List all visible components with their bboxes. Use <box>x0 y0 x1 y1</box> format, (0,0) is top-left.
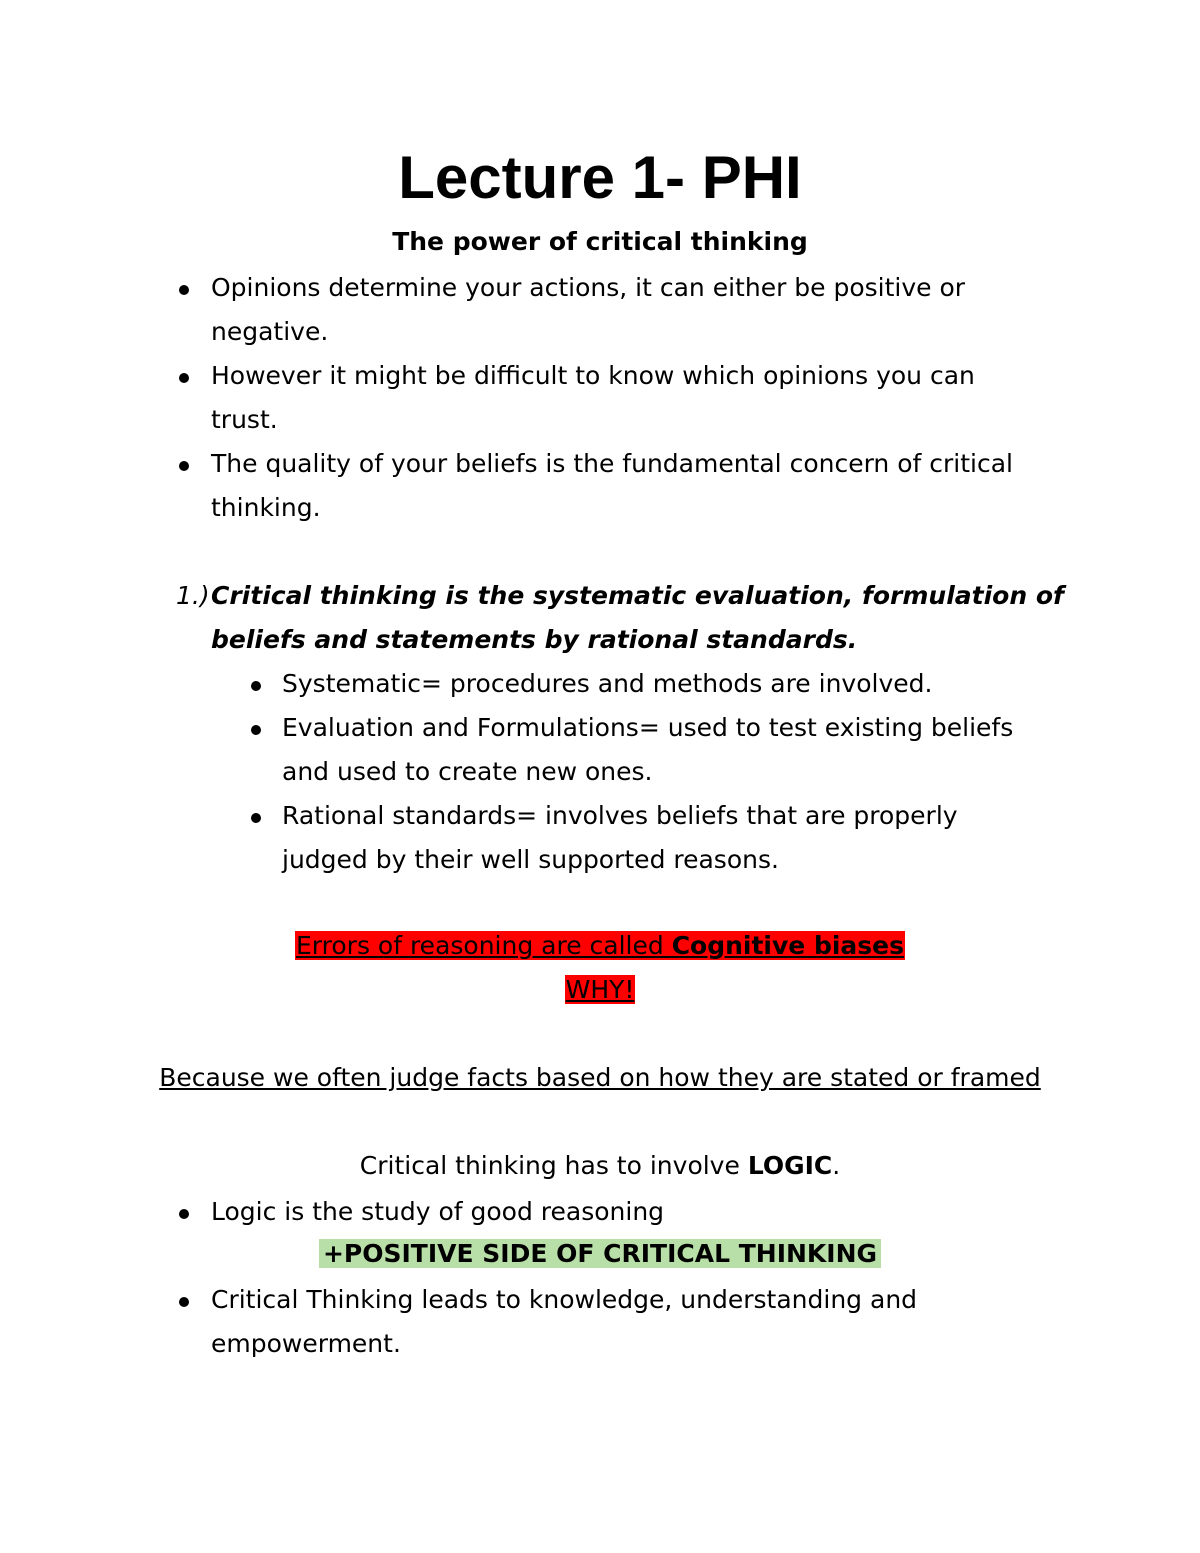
logic-bullet: Logic is the study of good reasoning <box>211 1197 665 1226</box>
definition-line: Critical thinking is the systematic evaluation, formulation of <box>211 581 1064 610</box>
sub-bullet-dot <box>251 681 261 691</box>
bullet-dot <box>179 1297 189 1307</box>
sub-bullet-dot <box>251 813 261 823</box>
bullet-line: thinking. <box>211 493 321 522</box>
errors-heading-text: Errors of reasoning are called <box>296 931 672 960</box>
bullet-line: trust. <box>211 405 278 434</box>
page-subtitle: The power of critical thinking <box>392 227 808 256</box>
bullet-line: However it might be difficult to know which opinions you can <box>211 361 975 390</box>
errors-heading-bold: Cognitive biases <box>671 931 904 960</box>
sub-bullet-dot <box>251 725 261 735</box>
positive-heading <box>0 1234 1200 1274</box>
logic-suffix: . <box>832 1151 841 1180</box>
bullet-dot <box>179 285 189 295</box>
sub-bullet-line: Evaluation and Formulations= used to test existing beliefs <box>282 713 1014 742</box>
page-title: Lecture 1- PHI <box>398 144 802 211</box>
errors-heading <box>0 926 1200 966</box>
positive-heading-text: +POSITIVE SIDE OF CRITICAL THINKING <box>319 1239 881 1268</box>
bullet-dot <box>179 461 189 471</box>
bullet-line: negative. <box>211 317 329 346</box>
sub-bullet-line: Rational standards= involves beliefs that are properly <box>282 801 958 830</box>
list-number: 1.) <box>176 581 210 610</box>
sub-bullet-line: Systematic= procedures and methods are involved. <box>282 669 933 698</box>
logic-line <box>0 1146 1200 1186</box>
why-line <box>0 970 1200 1010</box>
positive-bullet-line: Critical Thinking leads to knowledge, understanding and <box>211 1285 918 1314</box>
logic-bold: LOGIC <box>747 1151 833 1180</box>
errors-heading-highlight <box>295 931 905 960</box>
bullet-dot <box>179 373 189 383</box>
sub-bullet-line: and used to create new ones. <box>282 757 653 786</box>
because-line: Because we often judge facts based on how they are stated or framed <box>159 1063 1041 1092</box>
sub-bullet-line: judged by their well supported reasons. <box>282 845 779 874</box>
why-text: WHY! <box>565 975 635 1004</box>
positive-bullet-line: empowerment. <box>211 1329 401 1358</box>
bullet-line: The quality of your beliefs is the fundamental concern of critical <box>211 449 1013 478</box>
bullet-dot <box>179 1209 189 1219</box>
bullet-line: Opinions determine your actions, it can either be positive or <box>211 273 966 302</box>
logic-text: Critical thinking has to involve <box>359 1151 748 1180</box>
definition-line: beliefs and statements by rational standards. <box>211 625 858 654</box>
